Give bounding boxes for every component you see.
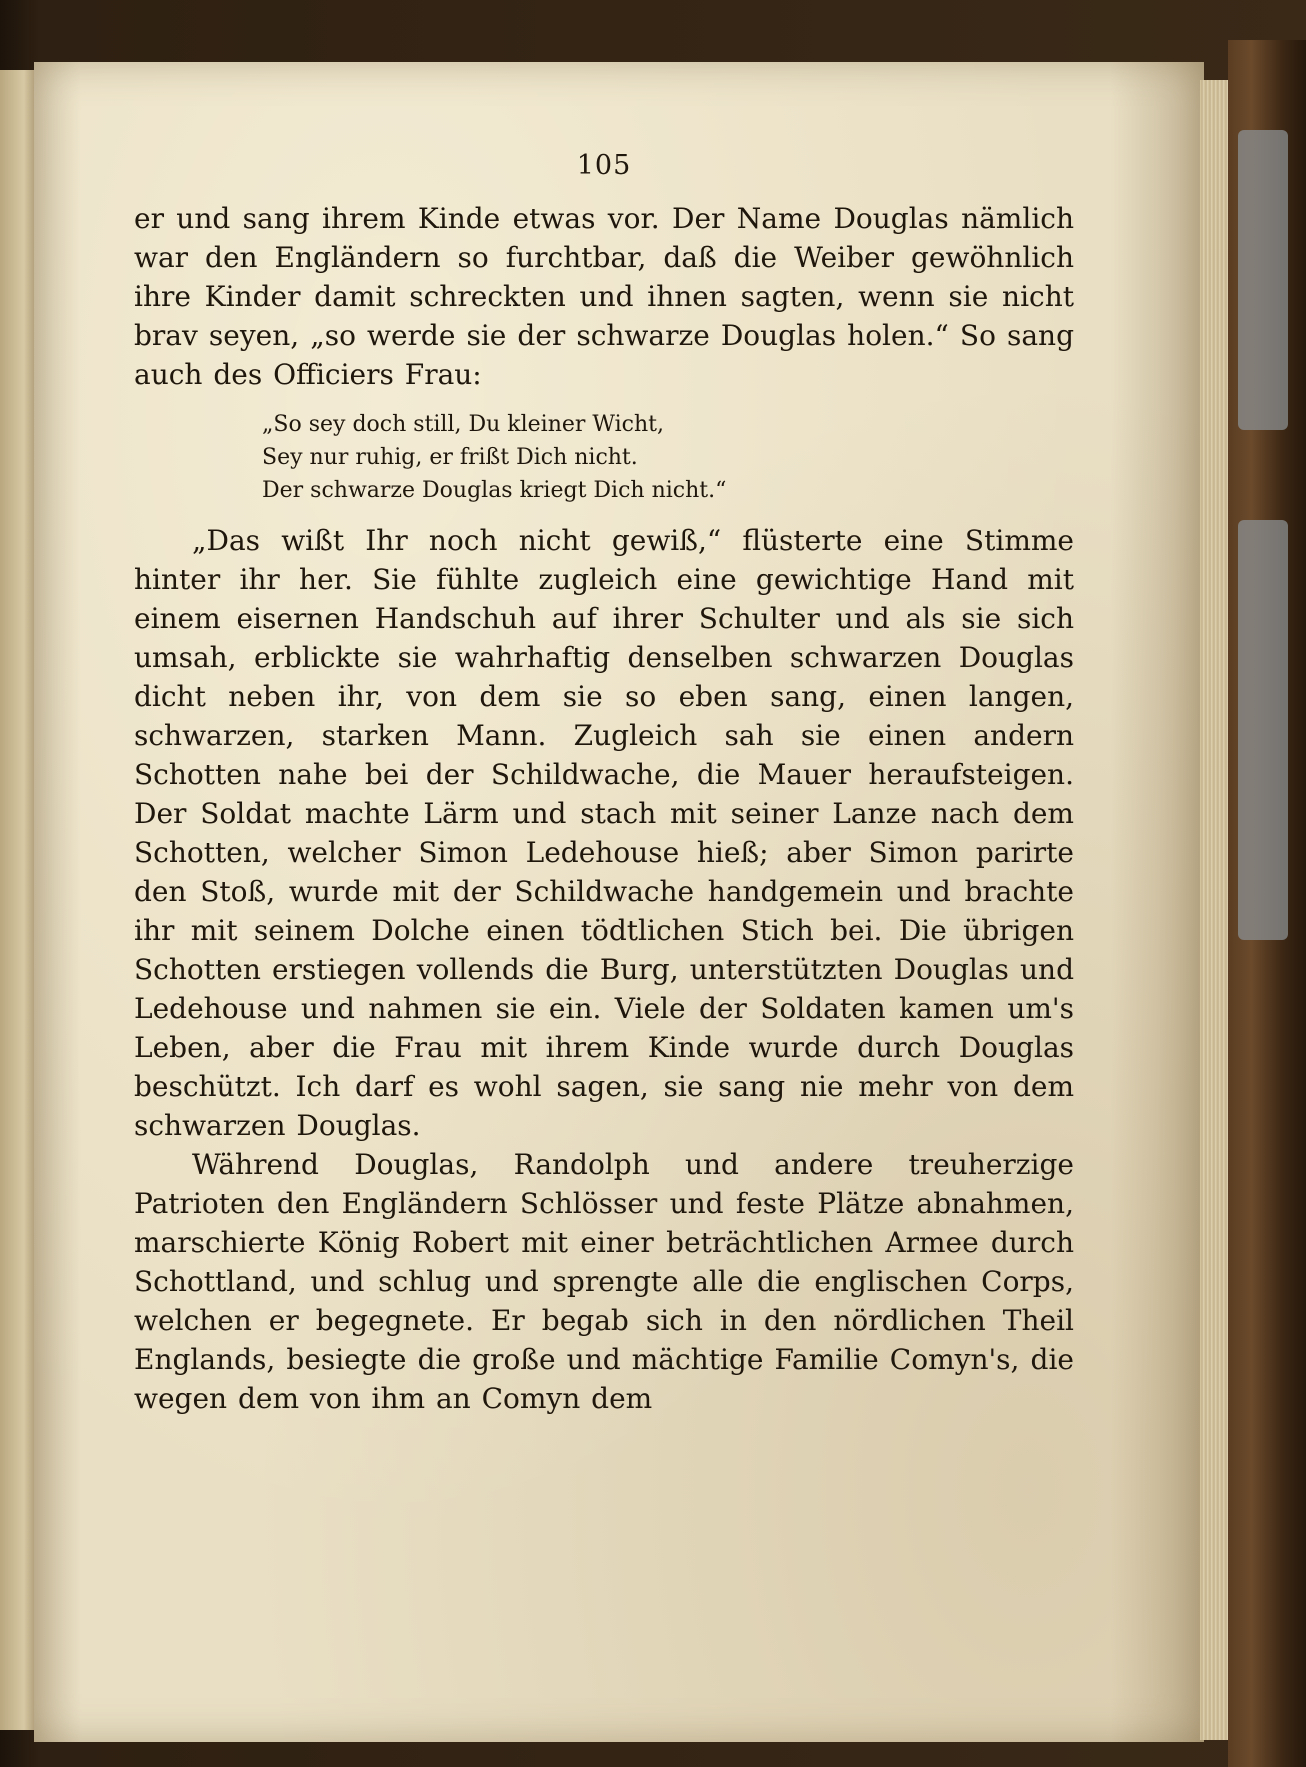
verse-block — [262, 408, 1074, 507]
paragraph-continuation: er und sang ihrem Kinde etwas vor. Der Name Douglas nämlich war den Engländern so furchtbar, daß die Weiber gewöhnlich ihre Kinder damit schreckten und ihnen sagten, wenn sie nicht brav seyen, „so werde sie der schwarze Douglas holen.“ So sang auch des Officiers Frau: — [134, 202, 1074, 391]
page-number: 105 — [576, 150, 632, 181]
spine-wear-mark — [1238, 130, 1288, 430]
page-edges — [1200, 80, 1230, 1740]
paragraph: „Das wißt Ihr noch nicht gewiß,“ flüsterte eine Stimme hinter ihr her. Sie fühlte zugleich eine gewichtige Hand mit einem eisernen Handschuh auf ihrer Schulter und als sie sich umsah, erblickte sie wahrhaftig denselben schwarzen Douglas dicht neben ihr, von dem sie so eben sang, einen langen, schwarzen, starken Mann. Zugleich sah sie einen andern Schotten nahe bei der Schildwache, die Mauer heraufsteigen. Der Soldat machte Lärm und stach mit seiner Lanze nach dem Schotten, welcher Simon Ledehouse hieß; aber Simon parirte den Stoß, wurde mit der Schildwache handgemein und brachte ihr mit seinem Dolche einen tödtlichen Stich bei. Die übrigen Schotten erstiegen vollends die Burg, unterstützten Douglas und Ledehouse und nahmen sie ein. Viele der Soldaten kamen um's Leben, aber die Frau mit ihrem Kinde wurde durch Douglas beschützt. Ich darf es wohl sagen, sie sang nie mehr von dem schwarzen Douglas. — [134, 524, 1074, 1142]
verse-line: Sey nur ruhig, er frißt Dich nicht. — [262, 445, 638, 470]
page-text — [134, 150, 1074, 1418]
spine-wear-mark — [1238, 520, 1288, 940]
paragraph: Während Douglas, Randolph und andere treuherzige Patrioten den Engländern Schlösser und feste Plätze abnahmen, marschierte König Robert mit einer beträchtlichen Armee durch Schottland, und schlug und sprengte alle die englischen Corps, welchen er begegnete. Er begab sich in den nördlichen Theil Englands, besiegte die große und mächtige Familie Comyn's, die wegen dem von ihm an Comyn dem — [134, 1148, 1074, 1415]
verse-line: „So sey doch still, Du kleiner Wicht, — [262, 412, 664, 437]
verse-line: Der schwarze Douglas kriegt Dich nicht.“ — [262, 478, 727, 503]
